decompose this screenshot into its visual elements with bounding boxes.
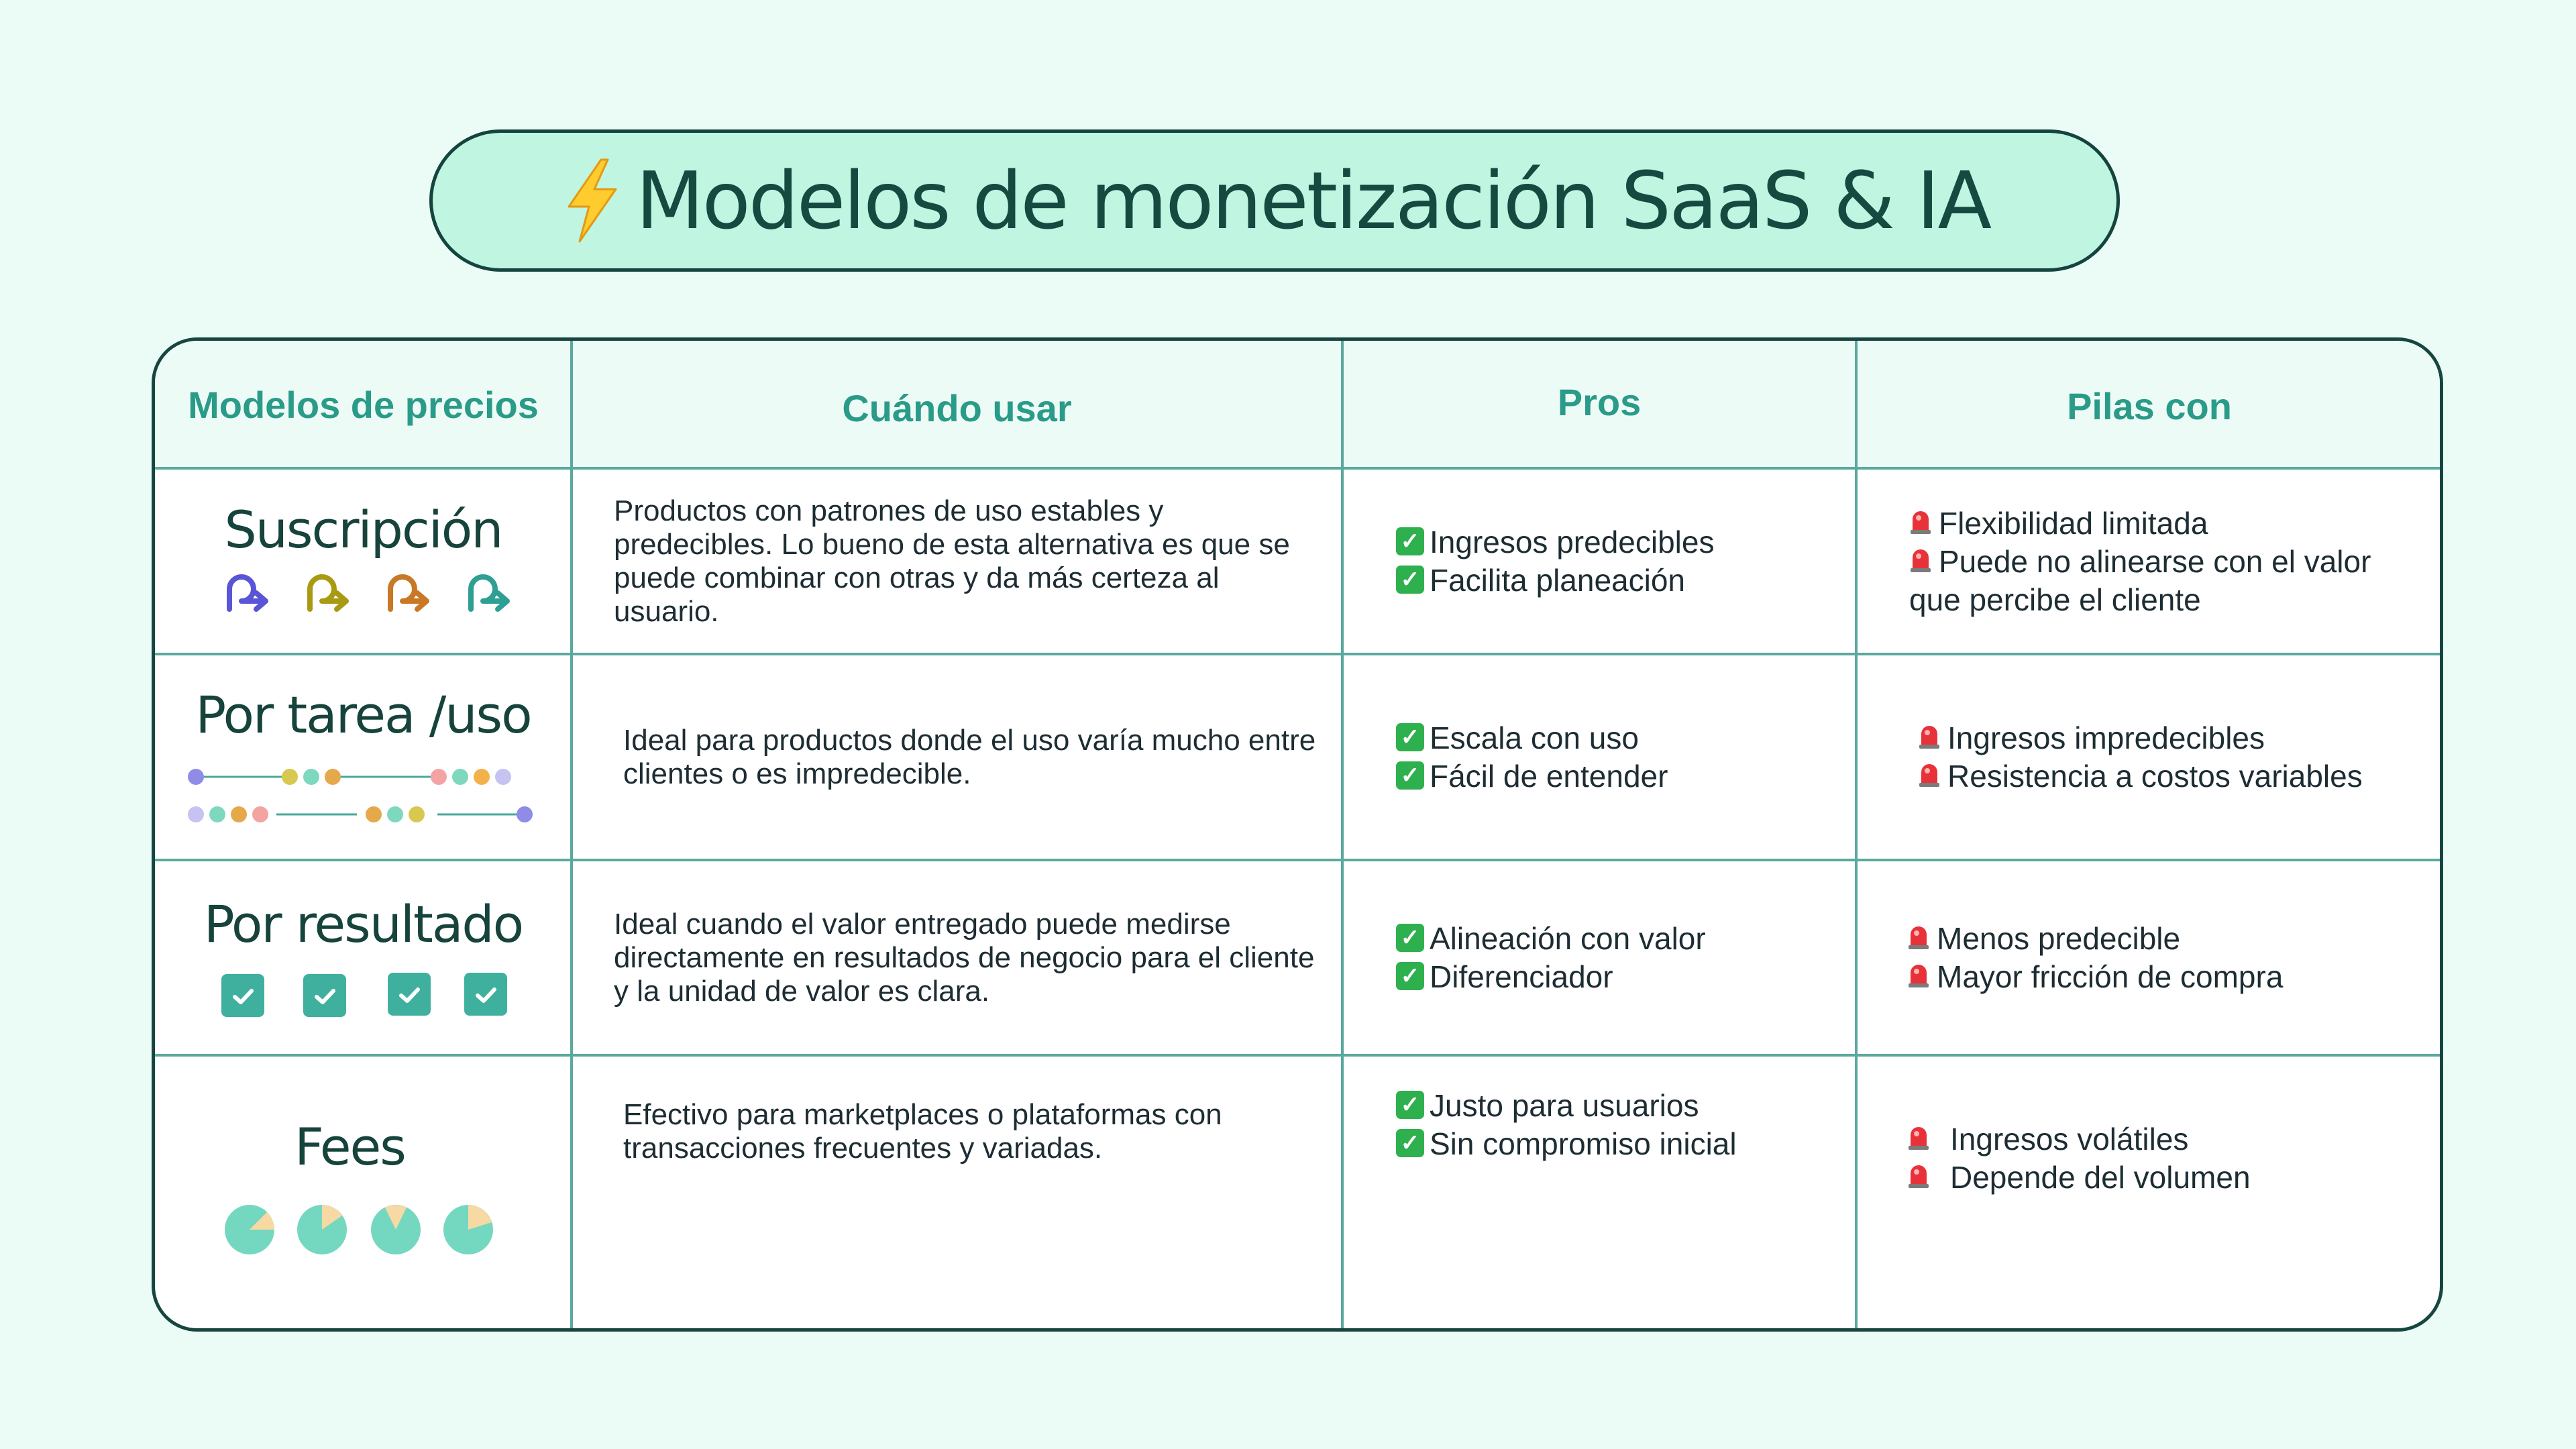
alarm-icon <box>1918 760 1941 788</box>
model-title: Por tarea /uso <box>195 685 531 745</box>
column-divider <box>1855 341 1858 1328</box>
con-item: Resistencia a costos variables <box>1918 757 2438 796</box>
pros-cell <box>1396 1058 1852 1192</box>
pro-item: ✓ Alineación con valor <box>1396 920 1852 958</box>
pricing-table <box>152 337 2443 1332</box>
pro-item: ✓ Facilita planeación <box>1396 561 1852 600</box>
pie-icon <box>223 1201 504 1258</box>
con-item: Depende del volumen <box>1907 1159 2437 1197</box>
check-icon: ✓ <box>1396 527 1424 555</box>
page-title: Modelos de monetización SaaS & IA <box>635 154 1990 247</box>
con-item: Ingresos impredecibles <box>1918 719 2438 757</box>
title-banner <box>429 129 2120 272</box>
pro-item: ✓ Fácil de entender <box>1396 757 1852 796</box>
model-title: Suscripción <box>224 500 502 559</box>
alarm-icon <box>1918 722 1941 750</box>
con-item-continuation: que percibe el cliente <box>1909 582 2201 617</box>
alarm-icon <box>1909 507 1932 535</box>
con-item: Ingresos volátiles <box>1907 1120 2437 1159</box>
model-title: Por resultado <box>203 894 523 954</box>
model-cell-usage <box>155 655 572 859</box>
check-icon: ✓ <box>1396 761 1424 790</box>
check-icon: ✓ <box>1396 723 1424 751</box>
pro-item: ✓ Justo para usuarios <box>1396 1087 1852 1125</box>
alarm-icon <box>1907 1123 1930 1151</box>
cons-cell <box>1907 863 2437 1053</box>
pro-item: ✓ Sin compromiso inicial <box>1396 1125 1852 1163</box>
model-cell-fees <box>155 1057 572 1332</box>
lightning-icon <box>559 157 624 244</box>
check-icon: ✓ <box>1396 1091 1424 1119</box>
header-pros: Pros <box>1557 380 1642 423</box>
header-cons: Pilas con <box>2067 384 2232 427</box>
con-item: Menos predecible <box>1907 920 2437 958</box>
header-models: Modelos de precios <box>188 383 539 426</box>
con-item: Puede no alinearse con el valor <box>1909 543 2439 581</box>
pros-cell <box>1396 657 1852 858</box>
pro-item: ✓ Escala con uso <box>1396 719 1852 757</box>
alarm-icon <box>1907 922 1930 951</box>
check-icon: ✓ <box>1396 962 1424 990</box>
model-title: Fees <box>294 1117 405 1177</box>
con-item: Flexibilidad limitada <box>1909 504 2439 543</box>
when-cell: Productos con patrones de uso estables y predecibles. Lo bueno de esta alternativa es que se puede combinar con otras y da más certeza al usuario. <box>614 494 1290 628</box>
cons-cell <box>1909 471 2439 652</box>
cons-cell <box>1907 1058 2437 1259</box>
when-cell: Efectivo para marketplaces o plataformas con transacciones frecuentes y variadas. <box>623 1098 1222 1165</box>
column-divider <box>1341 341 1344 1328</box>
pros-cell <box>1396 471 1852 652</box>
usage-dots-icon <box>186 762 541 829</box>
header-when: Cuándo usar <box>842 386 1072 429</box>
cons-cell <box>1918 657 2438 858</box>
check-icon: ✓ <box>1396 924 1424 952</box>
pro-item: ✓ Diferenciador <box>1396 958 1852 996</box>
alarm-icon <box>1909 545 1932 574</box>
check-icon: ✓ <box>1396 566 1424 594</box>
check-icon: ✓ <box>1396 1129 1424 1157</box>
pros-cell <box>1396 863 1852 1053</box>
when-cell: Ideal cuando el valor entregado puede medirse directamente en resultados de negocio para el cliente y la unidad de valor es clara. <box>614 908 1315 1008</box>
alarm-icon <box>1907 961 1930 989</box>
alarm-icon <box>1907 1161 1930 1189</box>
pro-item: ✓ Ingresos predecibles <box>1396 523 1852 561</box>
con-item: Mayor fricción de compra <box>1907 958 2437 996</box>
when-cell: Ideal para productos donde el uso varía mucho entre clientes o es impredecible. <box>623 724 1316 790</box>
model-cell-outcome <box>155 861 572 1054</box>
subscription-arrows-icon <box>209 569 518 623</box>
checkbox-icon <box>216 970 511 1021</box>
model-cell-subscription <box>155 470 572 653</box>
